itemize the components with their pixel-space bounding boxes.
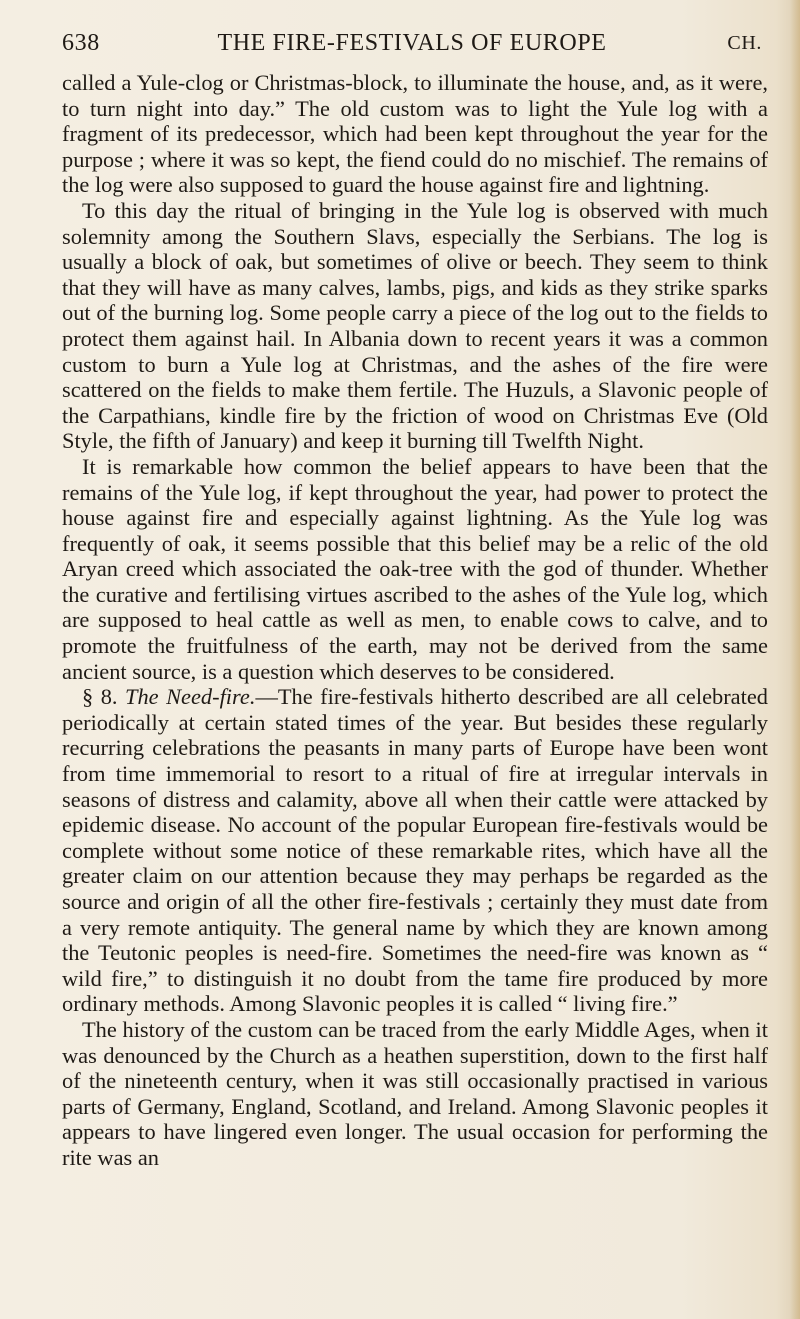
running-title: THE FIRE-FESTIVALS OF EUROPE xyxy=(217,30,607,56)
page-number: 638 xyxy=(62,30,100,56)
page-header xyxy=(62,26,762,60)
paragraph-continued: called a Yule-clog or Christmas-block, to illuminate the house, and, as it were, to turn night into day.” The old custom was to light the Yule log with a fragment of its predecessor, which had been kept throughout the year for the purpose ; where it was so kept, the fiend could do no mischief. The remains of the log were also supposed to guard the house against fire and lightning. xyxy=(62,70,768,198)
paragraph-yule-log-belief: It is remarkable how common the belief appears to have been that the remains of the Yule log, if kept throughout the year, had power to protect the house against fire and especially against lightning. As the Yule log was frequently of oak, it seems possible that this belief may be a relic of the old Aryan creed which associated the oak-tree with the god of thunder. Whether the curative and fertilising virtues ascribed to the ashes of the Yule log, which are supposed to heal cattle as well as men, to enable cows to calve, and to promote the fruitfulness of the earth, may not be derived from the same ancient source, is a question which deserves to be considered. xyxy=(62,453,768,684)
paragraph-yule-log-slavs: To this day the ritual of bringing in the Yule log is observed with much solemnity among the Southern Slavs, especially the Serbians. The log is usually a block of oak, but sometimes of olive or beech. They seem to think that they will have as many calves, lambs, pigs, and kids as they strike sparks out of the burning log. Some people carry a piece of the log out to the fields to protect them against hail. In Albania down to recent years it was a common custom to burn a Yule log at Christmas, and the ashes of the fire were scattered on the fields to make them fertile. The Huzuls, a Slavonic people of the Carpathians, kindle fire by the friction of wood on Christmas Eve (Old Style, the fifth of January) and keep it burning till Twelfth Night. xyxy=(62,197,768,454)
page-body xyxy=(62,70,768,1171)
paragraph-history: The history of the custom can be traced from the early Middle Ages, when it was denounced by the Church as a heathen superstition, down to the first half of the nineteenth century, when it was still occasionally practised in various parts of Germany, England, Scotland, and Ireland. Among Slavonic peoples it appears to have lingered even longer. The usual occasion for performing the rite was an xyxy=(62,1016,768,1170)
chapter-abbrev: CH. xyxy=(727,32,762,54)
section-text: —The fire-festivals hitherto described are all celebrated periodically at certain stated times of the year. But besides these regularly recurring celebrations the peasants in many parts of Europe have been wont from time immemorial to resort to a ritual of fire at irregular intervals in seasons of distress and calamity, above all when their cattle were attacked by epidemic disease. No account of the popular European fire-festivals would be complete without some notice of these remarkable rites, which have all the greater claim on our attention because they may perhaps be regarded as the source and origin of all the other fire-festivals ; certainly they must date from a very remote antiquity. The general name by which they are known among the Teutonic peoples is need-fire. Sometimes the need-fire was known as “ wild fire,” to distinguish it no doubt from the tame fire produced by more ordinary methods. Among Slavonic peoples it is called “ living fire.” xyxy=(62,684,768,1017)
section-title: The Need-fire. xyxy=(125,684,256,710)
page-edge-shading xyxy=(790,0,800,1319)
section-need-fire xyxy=(62,684,768,1017)
section-number: § 8. xyxy=(82,684,118,710)
